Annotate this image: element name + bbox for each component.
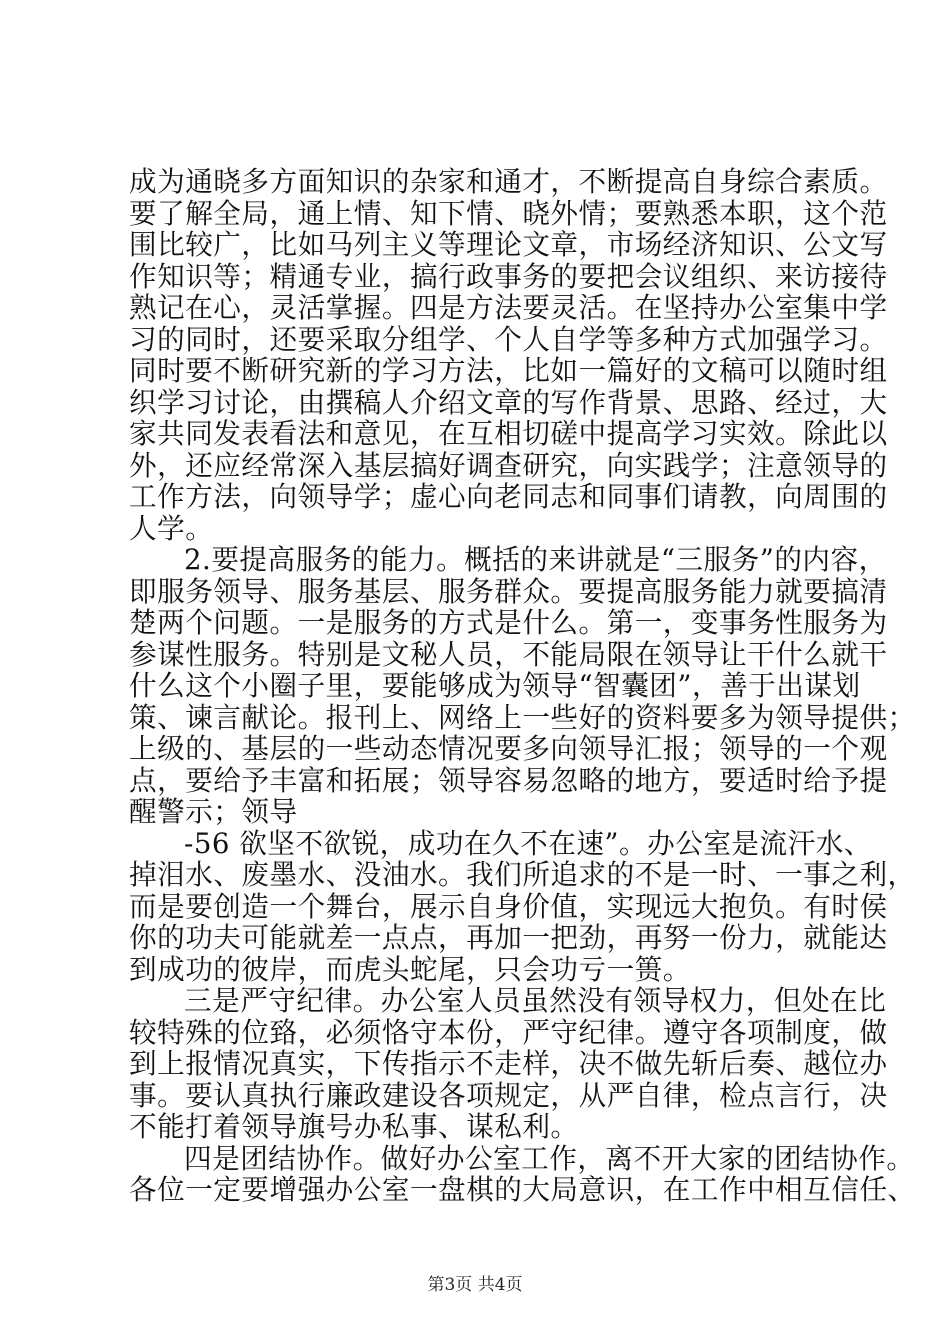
text-line: 同时要不断研究新的学习方法，比如一篇好的文稿可以随时组 — [129, 354, 888, 387]
text-line: 人学。 — [129, 511, 214, 545]
page-footer: 第3页 共4页 — [427, 1275, 523, 1295]
text-line: 不能打着领导旗号办私事、谋私利。 — [129, 1110, 579, 1143]
text-line: 到成功的彼岸，而虎头蛇尾，只会功亏一篑。 — [129, 952, 691, 986]
text-line: 即服务领导、服务基层、服务群众。要提高服务能力就要搞清 — [129, 574, 888, 608]
text-line: 熟记在心，灵活掌握。四是方法要灵活。在坚持办公室集中学 — [129, 291, 888, 324]
text-line: -56 欲坚不欲锐，成功在久不在速”。办公室是流汗水、 — [184, 826, 872, 860]
text-line: 什么这个小圈子里，要能够成为领导“智囊团”，善于出谋划 — [129, 669, 861, 702]
text-line: 点，要给予丰富和拓展；领导容易忽略的地方，要适时给予提 — [129, 763, 888, 797]
text-line: 较特殊的位臵，必须恪守本份，严守纪律。遵守各项制度，做 — [129, 1015, 888, 1049]
text-line: 掉泪水、废墨水、没油水。我们所追求的不是一时、一事之利， — [129, 858, 916, 891]
text-line: 织学习讨论，由撰稿人介绍文章的写作背景、思路、经过，大 — [129, 385, 888, 419]
text-line: 家共同发表看法和意见，在互相切磋中提高学习实效。除此以 — [129, 417, 888, 450]
text-line: 工作方法，向领导学；虚心向老同志和同事们请教，向周围的 — [129, 480, 888, 513]
text-line: 你的功夫可能就差一点点，再加一把劲，再努一份力，就能达 — [129, 921, 888, 954]
text-line: 习的同时，还要采取分组学、个人自学等多种方式加强学习。 — [129, 322, 888, 356]
text-line: 围比较广，比如马列主义等理论文章，市场经济知识、公文写 — [129, 228, 888, 261]
text-line: 上级的、基层的一些动态情况要多向领导汇报；领导的一个观 — [129, 732, 888, 765]
document-body — [129, 165, 916, 1206]
text-line: 各位一定要增强办公室一盘棋的大局意识，在工作中相互信任、 — [129, 1173, 916, 1206]
text-line: 作知识等；精通专业，搞行政事务的要把会议组织、来访接待 — [129, 259, 888, 293]
text-line: 醒警示；领导 — [129, 795, 298, 828]
text-line: 三是严守纪律。办公室人员虽然没有领导权力，但处在比 — [184, 984, 887, 1017]
text-line: 而是要创造一个舞台，展示自身价值，实现远大抱负。有时侯 — [129, 889, 888, 923]
text-line: 要了解全局，通上情、知下情、晓外情；要熟悉本职，这个范 — [129, 196, 888, 230]
text-line: 楚两个问题。一是服务的方式是什么。第一，变事务性服务为 — [129, 606, 888, 639]
text-line: 成为通晓多方面知识的杂家和通才，不断提高自身综合素质。 — [129, 165, 888, 198]
text-line: 2.要提高服务的能力。概括的来讲就是“三服务”的内容， — [184, 543, 887, 576]
text-line: 外，还应经常深入基层搞好调查研究，向实践学；注意领导的 — [129, 448, 888, 482]
text-line: 参谋性服务。特别是文秘人员，不能局限在领导让干什么就干 — [129, 637, 888, 671]
text-line: 到上报情况真实，下传指示不走样，决不做先斩后奏、越位办 — [129, 1047, 888, 1080]
text-line: 四是团结协作。做好办公室工作，离不开大家的团结协作。 — [184, 1141, 915, 1175]
text-line: 事。要认真执行廉政建设各项规定，从严自律，检点言行，决 — [129, 1078, 888, 1112]
text-line: 策、谏言献论。报刊上、网络上一些好的资料要多为领导提供； — [129, 700, 916, 734]
